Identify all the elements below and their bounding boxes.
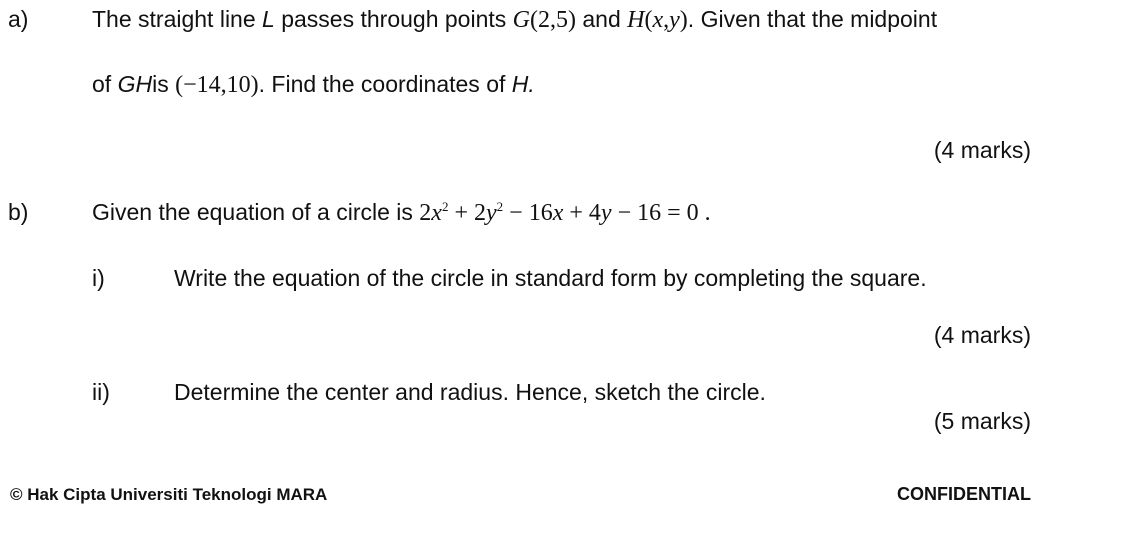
point-h: H(x,y) [627, 7, 688, 33]
part-i-marks: (4 marks) [933, 322, 1031, 348]
part-ii-label: ii) [92, 379, 110, 405]
question-a-line-1 [92, 5, 937, 34]
confidential-label: CONFIDENTIAL [897, 484, 1031, 504]
circle-equation: $2x^2 + 2y^2 - 16x + 4y - 16 = 0$ . [419, 199, 711, 226]
part-ii-marks: (5 marks) [933, 408, 1031, 434]
part-i-text: Write the equation of the circle in standard form by completing the square. [174, 265, 927, 291]
target-point: H. [511, 71, 535, 97]
question-a-text: of [92, 71, 112, 97]
point-g: G(2,5) [512, 7, 576, 33]
part-i-label: i) [92, 265, 105, 291]
question-a-text: passes through points [281, 6, 507, 32]
segment-name: GH [117, 71, 153, 97]
midpoint-coords: (−14,10) [175, 72, 259, 98]
question-b-intro: Given the equation of a circle is [92, 199, 413, 225]
question-b-line [92, 198, 711, 227]
question-a-text: . Given that the midpoint [687, 6, 938, 32]
part-ii-text: Determine the center and radius. Hence, sketch the circle. [174, 379, 766, 405]
question-a-text: The straight line [92, 6, 256, 32]
question-b-label: b) [8, 199, 29, 225]
question-a-label: a) [8, 6, 29, 32]
question-a-marks: (4 marks) [933, 137, 1031, 163]
question-a-text: and [582, 6, 621, 32]
copyright-footer: © Hak Cipta Universiti Teknologi MARA [10, 485, 328, 504]
question-a-text: . Find the coordinates of [258, 71, 506, 97]
line-name: L [262, 6, 275, 32]
question-a-text: is [152, 71, 169, 97]
question-a-line-2 [92, 70, 535, 99]
